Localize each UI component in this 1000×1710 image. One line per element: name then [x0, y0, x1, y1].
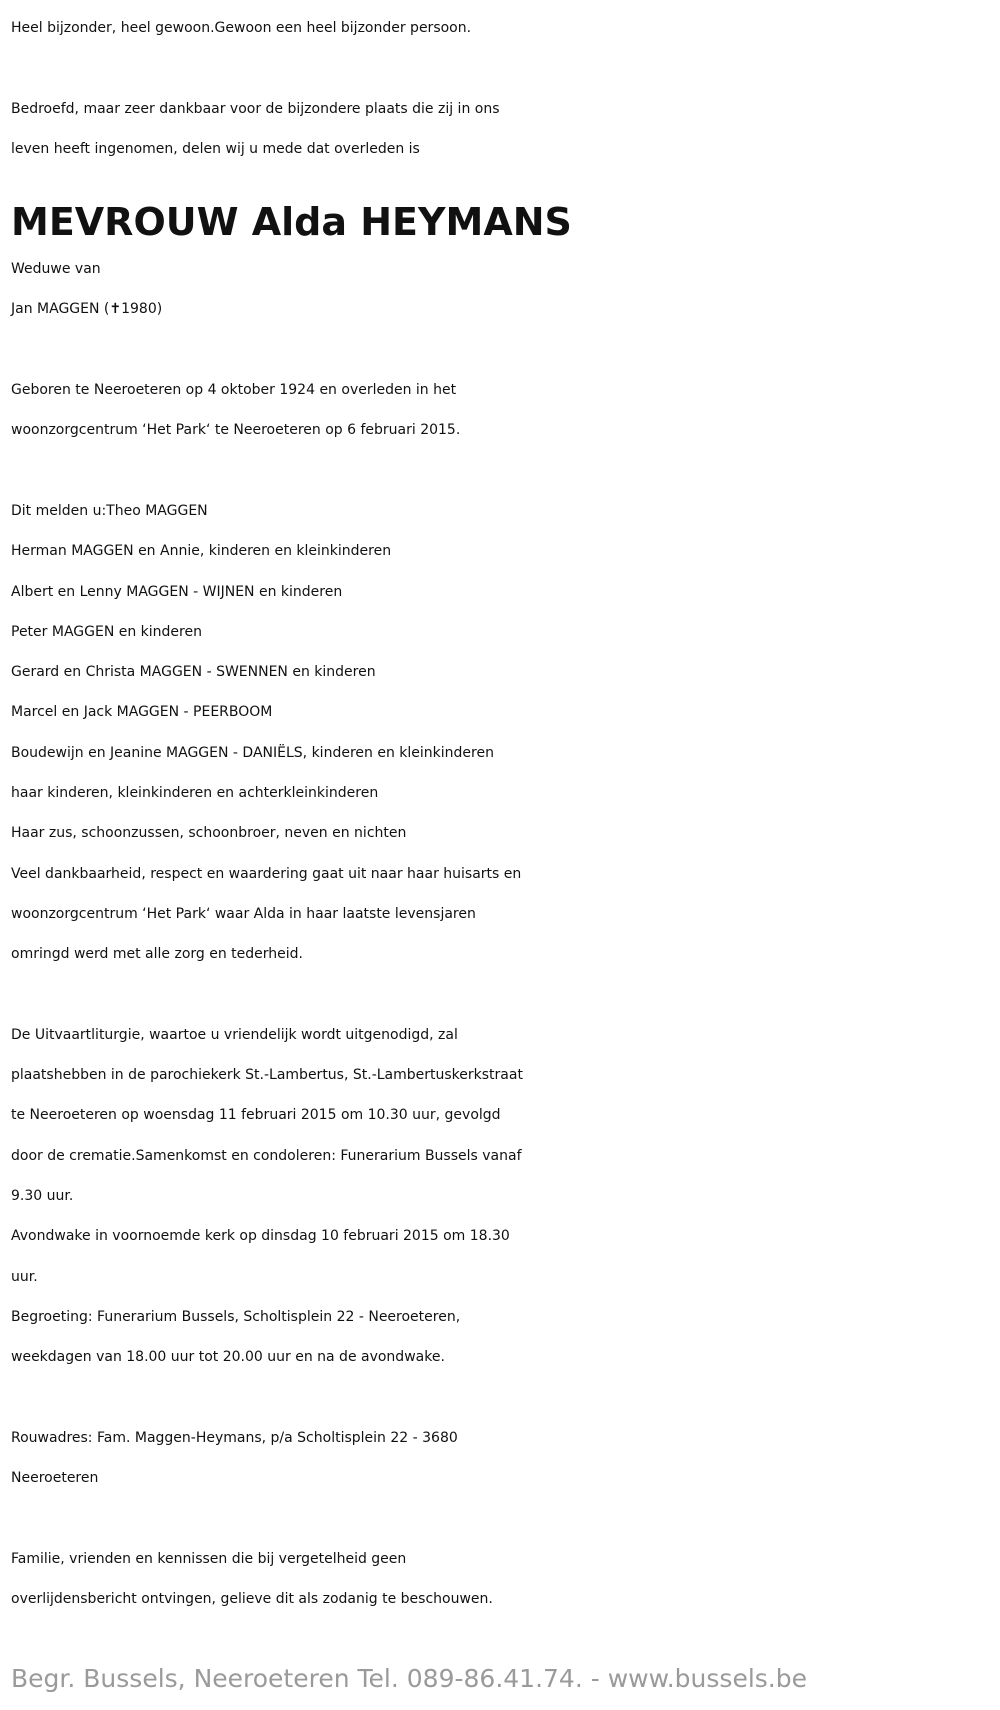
spouse-name: Jan MAGGEN (: [11, 301, 110, 318]
notice-line: overlijdensbericht ontvingen, gelieve dit als zodanig te beschouwen.: [11, 1590, 493, 1607]
birth-death-line: woonzorgcentrum ‘Het Park‘ te Neeroeteren op 6 februari 2015.: [11, 422, 461, 439]
family-line: omringd werd met alle zorg en tederheid.: [11, 946, 303, 963]
family-line: Herman MAGGEN en Annie, kinderen en kleinkinderen: [11, 543, 392, 560]
spacer: [11, 1378, 1000, 1418]
cross-icon: ✝: [109, 301, 122, 318]
funeral-line: te Neeroeteren op woensdag 11 februari 2015 om 10.30 uur, gevolgd: [11, 1107, 501, 1124]
funeral-line: plaatshebben in de parochiekerk St.-Lambertus, St.-Lambertuskerkstraat: [11, 1067, 523, 1084]
spacer: [11, 975, 1000, 1015]
opening-line: Heel bijzonder, heel gewoon.Gewoon een heel bijzonder persoon.: [11, 20, 472, 36]
spacer: [11, 169, 1000, 197]
spacer: [11, 330, 1000, 370]
deceased-name: MEVROUW Alda HEYMANS: [11, 200, 572, 245]
funeral-line: Begroeting: Funerarium Bussels, Scholtisplein 22 - Neeroeteren,: [11, 1308, 461, 1325]
funeral-line: 9.30 uur.: [11, 1188, 74, 1205]
birth-death-line: Geboren te Neeroeteren op 4 oktober 1924 en overleden in het: [11, 382, 457, 399]
spacer: [11, 1498, 1000, 1538]
family-line: Albert en Lenny MAGGEN - WIJNEN en kinderen: [11, 583, 343, 600]
funeral-line: door de crematie.Samenkomst en condoleren: Funerarium Bussels vanaf: [11, 1147, 522, 1164]
family-line: Dit melden u:Theo MAGGEN: [11, 502, 208, 519]
family-line: woonzorgcentrum ‘Het Park‘ waar Alda in haar laatste levensjaren: [11, 905, 476, 922]
spacer: [11, 451, 1000, 491]
family-line: Peter MAGGEN en kinderen: [11, 623, 202, 640]
funeral-line: uur.: [11, 1268, 38, 1285]
family-line: Gerard en Christa MAGGEN - SWENNEN en kinderen: [11, 664, 376, 681]
widow-label: Weduwe van: [11, 261, 101, 278]
spouse-line: [11, 289, 1000, 329]
funeral-line: Avondwake in voornoemde kerk op dinsdag 10 februari 2015 om 18.30: [11, 1228, 510, 1245]
family-line: Marcel en Jack MAGGEN - PEERBOOM: [11, 704, 273, 721]
intro-line: Bedroefd, maar zeer dankbaar voor de bijzondere plaats die zij in ons: [11, 100, 500, 117]
spacer: [11, 48, 1000, 88]
family-line: Veel dankbaarheid, respect en waardering gaat uit naar haar huisarts en: [11, 865, 522, 882]
footer-credit: Begr. Bussels, Neeroeteren Tel. 089-86.41.74. - www.bussels.be: [11, 1664, 807, 1693]
funeral-line: weekdagen van 18.00 uur tot 20.00 uur en na de avondwake.: [11, 1349, 445, 1366]
family-line: haar kinderen, kleinkinderen en achterkleinkinderen: [11, 785, 379, 802]
notice-line: Familie, vrienden en kennissen die bij vergetelheid geen: [11, 1550, 407, 1567]
funeral-line: De Uitvaartliturgie, waartoe u vriendelijk wordt uitgenodigd, zal: [11, 1026, 458, 1043]
address-line: Rouwadres: Fam. Maggen-Heymans, p/a Scholtisplein 22 - 3680: [11, 1429, 458, 1446]
spouse-year: 1980): [121, 301, 163, 318]
family-line: Boudewijn en Jeanine MAGGEN - DANIËLS, kinderen en kleinkinderen: [11, 744, 494, 761]
address-line: Neeroeteren: [11, 1470, 99, 1487]
family-line: Haar zus, schoonzussen, schoonbroer, neven en nichten: [11, 825, 407, 842]
intro-line: leven heeft ingenomen, delen wij u mede dat overleden is: [11, 140, 420, 157]
